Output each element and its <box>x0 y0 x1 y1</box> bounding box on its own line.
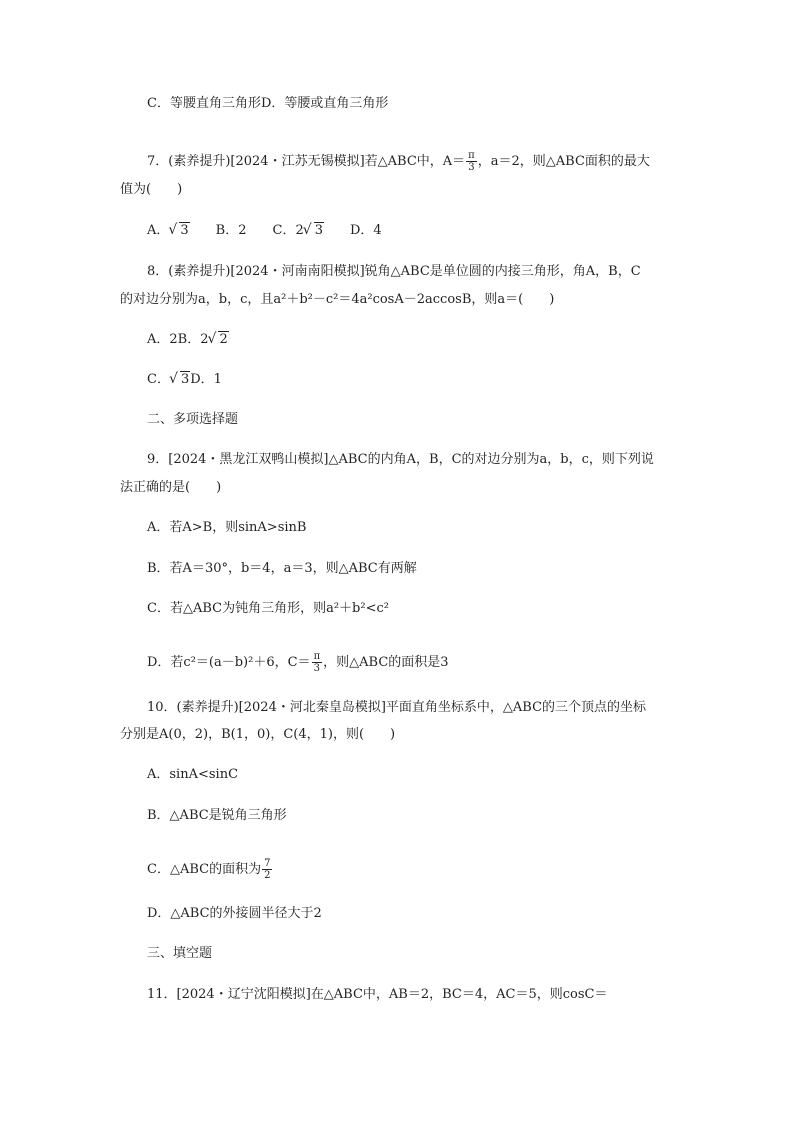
q7-stem-text-2: ，a＝2，则△ABC面积的最大 <box>477 154 650 169</box>
q8-option-ab-text: A．2B．2 <box>147 332 209 347</box>
radicand: 3 <box>180 372 190 387</box>
fraction-denominator: 3 <box>313 663 321 674</box>
q8-option-c-label: C． <box>147 372 170 387</box>
option-label: A． <box>147 223 170 238</box>
q7-option-c <box>273 223 325 238</box>
q10-option-b: B．△ABC是锐角三角形 <box>147 808 287 823</box>
radicand: 3 <box>314 223 323 238</box>
q9-option-d <box>147 651 449 674</box>
radicand: 3 <box>180 223 189 238</box>
q10-stem: 10．(素养提升)[2024・河北秦皇岛模拟]平面直角坐标系中，△ABC的三个顶点的坐标 <box>147 700 647 715</box>
q7-options <box>147 223 382 239</box>
q9-option-c: C．若△ABC为钝角三角形，则a²＋b²<c² <box>147 601 389 616</box>
q7-option-b: B．2 <box>215 223 247 238</box>
fraction-pi-over-3 <box>312 651 323 674</box>
q7-stem-text: 7．(素养提升)[2024・江苏无锡模拟]若△ABC中，A＝ <box>147 154 466 169</box>
q8-option-d: D．1 <box>190 372 222 387</box>
fraction-numerator: π <box>313 651 321 662</box>
q8-options-ab <box>147 332 229 348</box>
q8-stem: 8．(素养提升)[2024・河南南阳模拟]锐角△ABC是单位圆的内接三角形，角A，B，C <box>147 264 641 279</box>
q6-option-cd: C．等腰直角三角形D．等腰或直角三角形 <box>147 96 389 111</box>
q9-stem: 9．[2024・黑龙江双鸭山模拟]△ABC的内角A，B，C的对边分别为a，b，c，则下列说 <box>147 452 654 467</box>
q8-stem-cont: 的对边分别为a，b，c，且a²＋b²－c²＝4a²cosA－2accosB，则a＝( ) <box>120 292 555 307</box>
sqrt-symbol <box>208 332 228 348</box>
q9-option-b: B．若A＝30°，b＝4，a＝3，则△ABC有两解 <box>147 561 417 576</box>
q8-options-cd <box>147 372 222 388</box>
q7-stem <box>147 150 650 173</box>
fraction-numerator: 7 <box>264 858 271 869</box>
sqrt-symbol <box>169 223 189 239</box>
q9-option-d-text-2: ，则△ABC的面积是3 <box>323 655 449 670</box>
radicand: 2 <box>219 332 228 347</box>
fraction-denominator: 2 <box>264 870 271 881</box>
q9-stem-cont: 法正确的是( ) <box>120 480 222 495</box>
section-heading-fill-in: 三、填空题 <box>147 946 213 961</box>
q9-option-d-text: D．若c²＝(a－b)²＋6，C＝ <box>147 655 311 670</box>
sqrt-symbol <box>304 223 324 239</box>
q11-stem: 11．[2024・辽宁沈阳模拟]在△ABC中，AB＝2，BC＝4，AC＝5，则cosC＝ <box>147 987 608 1002</box>
fraction-seven-half <box>262 858 272 881</box>
q10-option-c-text: C．△ABC的面积为 <box>147 862 262 877</box>
q7-stem-cont: 值为( ) <box>120 182 183 197</box>
section-heading-multiple-choice: 二、多项选择题 <box>147 412 239 427</box>
q7-option-d: D．4 <box>350 223 382 238</box>
fraction-numerator: π <box>468 150 475 161</box>
q10-option-d: D．△ABC的外接圆半径大于2 <box>147 906 322 921</box>
sqrt-symbol <box>170 372 190 388</box>
fraction-denominator: 3 <box>468 162 475 173</box>
q10-option-a: A．sinA<sinC <box>147 767 239 782</box>
q7-option-a <box>147 223 190 238</box>
q9-option-a: A．若A>B，则sinA>sinB <box>147 520 307 535</box>
q10-stem-cont: 分别是A(0，2)，B(1，0)，C(4，1)，则( ) <box>120 727 396 742</box>
fraction-pi-over-3 <box>466 150 477 173</box>
option-label: C．2 <box>272 223 304 238</box>
q10-option-c <box>147 858 273 881</box>
